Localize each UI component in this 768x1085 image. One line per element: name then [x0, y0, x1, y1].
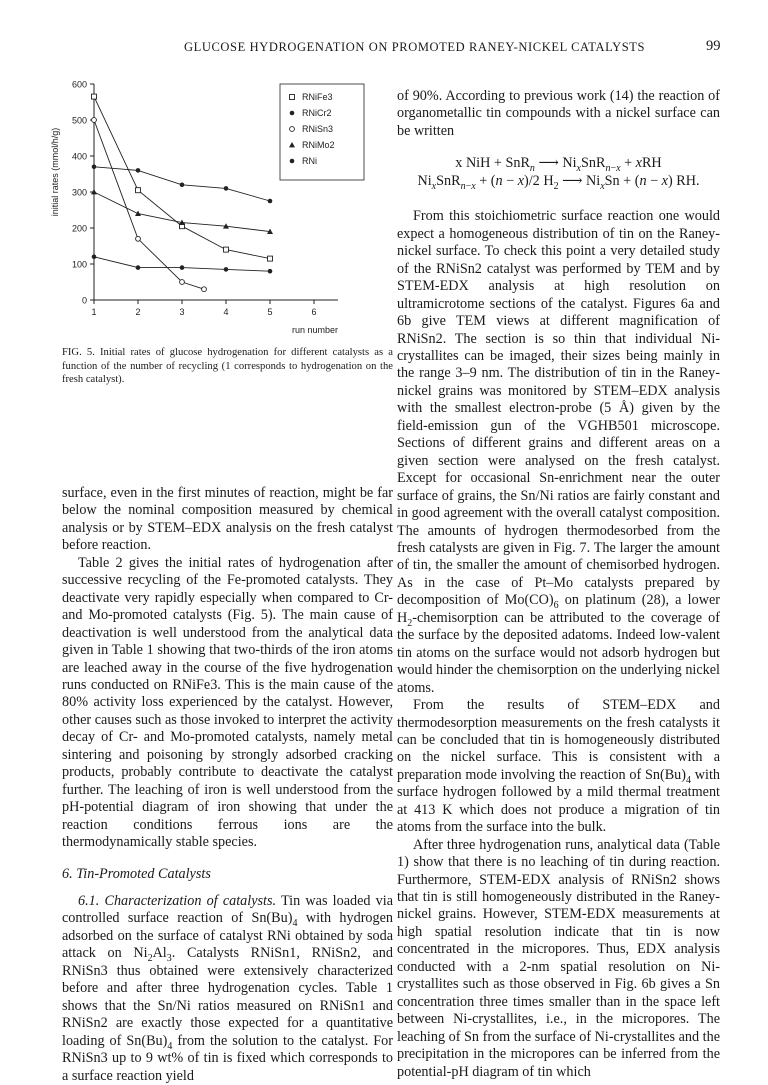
right-column [397, 88, 720, 1081]
data-point-RNiFe3 [268, 256, 273, 261]
y-tick-label: 200 [71, 223, 87, 234]
y-tick-label: 300 [71, 187, 87, 198]
data-point-RNiFe3 [224, 247, 229, 252]
section-heading: 6. Tin-Promoted Catalysts [62, 865, 211, 882]
data-point-RNi [92, 255, 97, 260]
data-point-RNiCr2 [268, 199, 273, 204]
text-run: from the solution to the catalyst. For RNiSn3 up to 9 wt% of tin is fixed which corresponds to a surface reaction yield [62, 1032, 393, 1084]
x-tick-label: 3 [179, 307, 185, 317]
running-title: GLUCOSE HYDROGENATION ON PROMOTED RANEY-NICKEL CATALYSTS [184, 40, 646, 54]
text-run: on platinum (28), a lower H [397, 592, 720, 626]
y-tick-label: 0 [81, 295, 87, 306]
text-run: From the results of STEM–EDX and thermodesorption measurements on the fresh catalysts it can be concluded that tin is homogeneously distributed on the nickel surface. This is consistent with a preparation mode involving the reaction of Sn(Bu) [397, 697, 720, 783]
y-tick-label: 500 [71, 115, 87, 126]
data-point-RNiMo2 [135, 211, 141, 216]
data-point-RNi [180, 265, 185, 270]
equation-2: $Ni_xSnR_{n-x} + (n - x)/2$ $H_2$ ⟶ $Ni_xSn + (n - x)$ RH. [417, 173, 700, 193]
data-point-RNiFe3 [136, 188, 141, 193]
text-run: with hydrogen adsorbed on the surface of catalyst RNi obtained by soda attack on Ni [62, 910, 393, 962]
y-tick-label: 400 [71, 151, 87, 162]
paragraph: surface, even in the first minutes of reaction, might be far below the nominal composition measured by chemical analysis or by STEM–EDX analysis on the fresh catalyst before reaction. [62, 485, 393, 554]
data-point-RNiCr2 [224, 186, 229, 191]
paragraph: From this stoichiometric surface reaction one would expect a homogeneous distribution of tin on the Raney-nickel surface. To check this point a very detailed study of the RNiSn2 catalyst was performed by TEM and by STEM-EDX analysis at high resolution on ultramicrotome sections of the catalyst. Figures 6a and 6b give TEM views at different magnification of RNiSn2. The section is so thin that individual Ni-crystallites can be imaged, their sizes being mainly in the range 3–9 nm. The distribution of tin in the Raney-nickel grains was monitored by STEM–EDX analysis with the smallest electron-probe (5 Å) given by the field-emission gun of the VGHB501 microscope. Sections of different grains and different areas on a given section were analysed on the fresh catalyst. Except for occasional Sn-enrichment near the outer surface of grains, the Sn/Ni ratios are fairly constant and in good agreement with the overall catalyst composition. The amounts of hydrogen thermodesorbed from the fresh catalysts are given in Fig. 7. The larger the amount of tin, the smaller the amount of chemisorbed hydrogen. As in the case of Pt–Mo catalysts prepared by decomposition of $Mo(CO)_6$ on platinum (28), a lower $H_2$-chemisorption can be attributed to the coverage of the surface by the deposited adatoms. Indeed low-valent tin atoms on the surface would not adsorb hydrogen but would hinder the chemisorption on the underlying nickel atoms. [397, 208, 720, 696]
paragraph: After three hydrogenation runs, analytical data (Table 1) show that there is no leaching of tin during reaction. Furthermore, STEM-EDX analysis of RNiSn2 shows that tin is still homogeneously distributed in the Raney-nickel grains. However, STEM-EDX measurements at high spatial resolution indicate that tin is now concentrated in the micropores. Thus, EDX analysis conducted with a 2-nm spatial resolution on Ni-crystallites such as those observed in Fig. 6b gives a Sn concentration three times smaller than in the space left between Ni-crystallites, i.e., in the micropores. The leaching of Sn from the surface of Ni-crystallites and the precipitation in the micropores can be inferred from the potential-pH diagram of tin which [397, 836, 720, 1080]
text-run: Al [152, 945, 167, 962]
data-point-RNiCr2 [180, 183, 185, 188]
x-tick-label: 1 [91, 307, 97, 317]
data-point-RNi [224, 267, 229, 272]
series-line-RNiFe3 [94, 97, 270, 259]
legend-label: RNi [302, 156, 317, 166]
legend-label: RNiMo2 [302, 140, 335, 150]
data-point-RNiSn3 [92, 118, 97, 123]
left-column [62, 485, 393, 1085]
legend-label: RNiFe3 [302, 92, 333, 102]
x-tick-label: 5 [267, 307, 273, 317]
x-axis-label: run number [291, 325, 338, 334]
text-run: From this stoichiometric surface reaction one would expect a homogeneous distribution of tin on the Raney-nickel surface. To check this point a very detailed study of the RNiSn2 catalyst was performed by TEM and by STEM-EDX analysis at high resolution on ultramicrotome sections of the catalyst. Figures 6a and 6b give TEM views at different magnification of RNiSn2. The section is so thin that individual Ni-crystallites can be imaged, their sizes being mainly in the range 3–9 nm. The distribution of tin in the Raney-nickel grains was monitored by STEM–EDX analysis with the smallest electron-probe (5 Å) given by the field-emission gun of the VGHB501 microscope. Sections of different grains and different areas on a given section were analysed on the fresh catalyst. Except for occasional Sn-enrichment near the outer surface of grains, the Sn/Ni ratios are fairly constant and in good agreement with the overall catalyst composition. The amounts of hydrogen thermodesorbed from the fresh catalysts are given in Fig. 7. The larger the amount of tin, the smaller the amount of chemisorbed hydrogen. As in the case of Pt–Mo catalysts prepared by decomposition of Mo(CO) [397, 208, 720, 609]
data-point-RNiCr2 [136, 168, 141, 173]
legend-marker-RNiCr2 [290, 111, 295, 116]
text-run: Tin was loaded via controlled surface reaction of Sn(Bu) [62, 892, 393, 927]
data-point-RNi [268, 269, 273, 274]
legend-label: RNiCr2 [302, 108, 332, 118]
data-point-RNiSn3 [202, 287, 207, 292]
legend-marker-RNi [290, 159, 295, 164]
paragraph: 6.1. Characterization of catalysts. Tin was loaded via controlled surface reaction of $Sn(Bu)_4$ with hydrogen adsorbed on the surface of catalyst RNi obtained by soda attack on $Ni_2Al_3$. Catalysts RNiSn1, RNiSn2, and RNiSn3 thus obtained were extensively characterized before and after three hydrogenation cycles. Table 1 shows that the Sn/Ni ratios measured on RNiSn1 and RNiSn2 are exactly those expected for a quantitative loading of $Sn(Bu)_4$ from the solution to the catalyst. For RNiSn3 up to 9 wt% of tin is fixed which corresponds to a surface reaction yield [62, 892, 393, 1084]
series-line-RNiSn3 [94, 120, 204, 289]
legend-label: RNiSn3 [302, 124, 334, 134]
paragraph: of 90%. According to previous work (14) the reaction of organometallic tin compounds with a nickel surface can be written [397, 88, 720, 139]
equation-block [397, 154, 720, 193]
x-tick-label: 4 [223, 307, 229, 317]
paragraph: Table 2 gives the initial rates of hydrogenation after successive recycling of the Fe-promoted catalysts. They deactivate very rapidly especially when compared to Cr- and Mo-promoted catalysts (Fig. 5). The main cause of deactivation is well understood from the analytical data given in Table 1 showing that two-thirds of the iron atoms are leached away in the course of the five hydrogenation runs conducted on RNiFe3. This is the main cause of the 80% activity loss experienced by the catalyst. However, other causes such as those invoked to interpret the activity decay of Cr- and Mo-promoted catalysts, namely metal sintering and poisoning by strongly adsorbed cracking products, probably contribute to deactivate the catalyst further. The leaching of iron is well understood from the pH-potential diagram of iron showing that under the reaction conditions ferrous ions are the thermodynamically stable species. [62, 554, 393, 851]
text-run: with surface hydrogen followed by a mild thermal treatment at 413 K which does not produce a migration of tin atoms from the surface into the bulk. [397, 766, 720, 836]
data-point-RNiCr2 [92, 165, 97, 170]
figure-caption: FIG. 5. Initial rates of glucose hydrogenation for different catalysts as a function of the number of recycling (1 corresponds to hydrogenation on the fresh catalyst). [62, 347, 393, 386]
y-tick-label: 600 [71, 79, 87, 90]
x-tick-label: 6 [311, 307, 317, 317]
x-tick-label: 2 [135, 307, 141, 317]
text-run: . Catalysts RNiSn1, RNiSn2, and RNiSn3 thus obtained were extensively characterized before and after three hydrogenation cycles. Table 1 shows that the Sn/Ni ratios measured on RNiSn1 and RNiSn2 are exactly those expected for a quantitative loading of Sn(Bu) [62, 945, 393, 1049]
running-header [0, 38, 768, 60]
legend-marker-RNiSn3 [290, 127, 295, 132]
y-axis-label: initial rates (mmol/h/g) [50, 127, 60, 217]
data-point-RNiSn3 [180, 280, 185, 285]
equation-1: x NiH + SnR$_n$ ⟶ $Ni_xSnR_{n-x}$ + xRH [455, 155, 662, 175]
figure-5-chart [46, 74, 376, 334]
equation-text: x NiH + SnR [455, 155, 530, 172]
legend-marker-RNiFe3 [290, 95, 295, 100]
subsection-heading: 6.1. Characterization of catalysts. [78, 892, 277, 909]
data-point-RNiSn3 [136, 236, 141, 241]
equation-text: Ni [417, 173, 432, 190]
data-point-RNiFe3 [92, 94, 97, 99]
data-point-RNi [136, 265, 141, 270]
paragraph: From the results of STEM–EDX and thermodesorption measurements on the fresh catalysts it can be concluded that tin is homogeneously distributed on the nickel surface. This is consistent with a preparation mode involving the reaction of $Sn(Bu)_4$ with surface hydrogen followed by a mild thermal treatment at 413 K which does not produce a migration of tin atoms from the surface into the bulk. [397, 697, 720, 836]
text-run: -chemisorption can be attributed to the coverage of the surface by the deposited adatoms. Indeed low-valent tin atoms on the surface would not adsorb hydrogen but would hinder the chemisorption on the underlying nickel atoms. [397, 609, 720, 696]
page-number: 99 [706, 38, 721, 54]
y-tick-label: 100 [71, 259, 87, 270]
